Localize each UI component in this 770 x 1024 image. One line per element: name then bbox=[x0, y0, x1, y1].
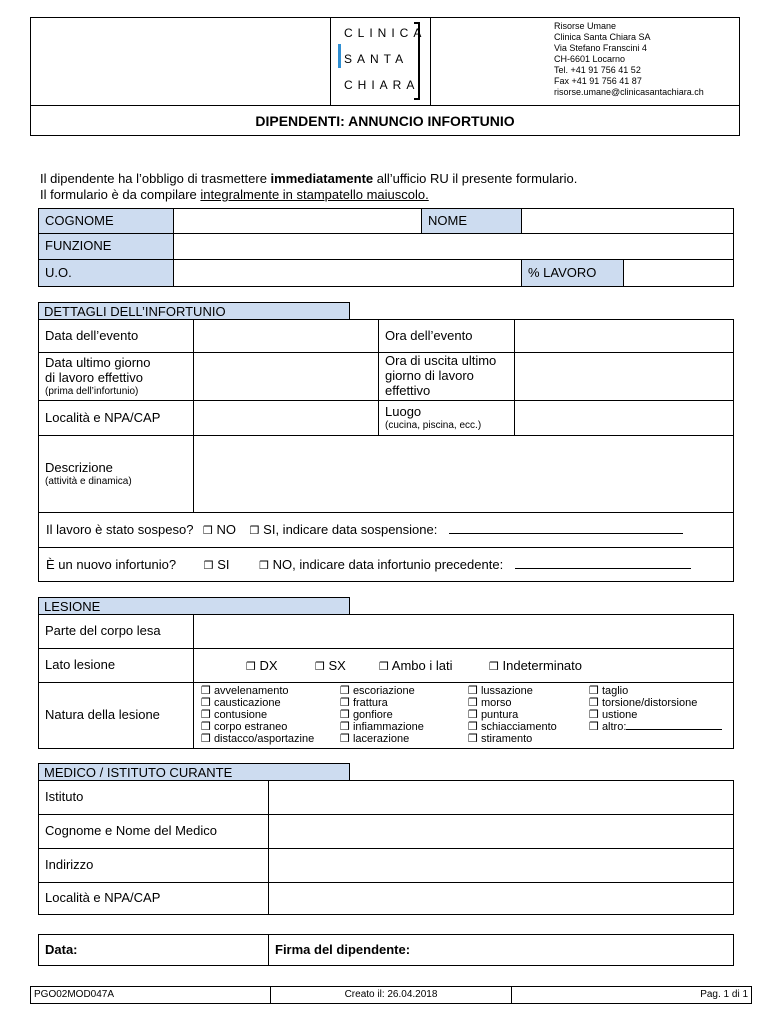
nuovo-date-line[interactable] bbox=[515, 568, 691, 569]
logo-line-2: SANTA bbox=[344, 52, 409, 66]
natura-col-3 bbox=[468, 685, 557, 745]
natura-option[interactable]: ❒ avvelenamento bbox=[201, 684, 289, 697]
address-line: Clinica Santa Chiara SA bbox=[554, 32, 651, 42]
natura-option[interactable]: ❒ morso bbox=[468, 696, 512, 709]
address-line: Risorse Umane bbox=[554, 21, 617, 31]
luogo-input[interactable] bbox=[515, 401, 733, 435]
dettagli-title: DETTAGLI DELL’INFORTUNIO bbox=[38, 302, 350, 320]
lato-dx-option[interactable]: ❒ DX bbox=[246, 658, 278, 673]
localita-label: Località e NPA/CAP bbox=[45, 409, 161, 425]
footer-code: PGO02MOD047A bbox=[34, 989, 115, 1000]
address-line: risorse.umane@clinicasantachiara.ch bbox=[554, 87, 704, 97]
natura-option[interactable]: ❒ distacco/asportazine bbox=[201, 732, 315, 745]
cognome-input[interactable] bbox=[174, 209, 421, 233]
logo-line-1: CLINICA bbox=[344, 26, 427, 40]
lato-indeterminato-option[interactable]: ❒ Indeterminato bbox=[489, 658, 582, 673]
sospeso-date-line[interactable] bbox=[449, 533, 683, 534]
lato-label: Lato lesione bbox=[45, 657, 116, 673]
medico-nome-label: Cognome e Nome del Medico bbox=[45, 823, 217, 839]
natura-option[interactable]: ❒ stiramento bbox=[468, 732, 533, 745]
sospeso-row bbox=[46, 513, 726, 547]
sospeso-no-checkbox[interactable]: ❒ bbox=[203, 524, 213, 537]
lato-options bbox=[194, 649, 733, 682]
footer-created: Creato il: 26.04.2018 bbox=[344, 989, 438, 1000]
localita-input[interactable] bbox=[194, 401, 378, 435]
clinic-address bbox=[554, 21, 704, 98]
descrizione-label: Descrizione (attività e dinamica) bbox=[45, 459, 132, 487]
clinic-logo bbox=[334, 22, 427, 102]
natura-option[interactable]: ❒ lussazione bbox=[468, 684, 533, 697]
istituto-input[interactable] bbox=[269, 781, 733, 814]
logo-line-3: CHIARA bbox=[344, 78, 420, 92]
natura-option[interactable]: ❒ torsione/distorsione bbox=[589, 696, 698, 709]
natura-options bbox=[194, 683, 733, 748]
sospeso-si-checkbox[interactable]: ❒ bbox=[249, 524, 260, 537]
lesione-title: LESIONE bbox=[38, 597, 350, 615]
descrizione-input[interactable] bbox=[194, 436, 733, 512]
ora-evento-label: Ora dell’evento bbox=[385, 327, 473, 343]
medico-nome-input[interactable] bbox=[269, 815, 733, 848]
nuovo-row bbox=[46, 548, 726, 582]
ultimo-giorno-label: Data ultimo giorno di lavoro effettivo (prima dell’infortunio) bbox=[45, 354, 151, 397]
nome-input[interactable] bbox=[522, 209, 733, 233]
date-field[interactable] bbox=[39, 935, 268, 965]
luogo-label: Luogo (cucina, piscina, ecc.) bbox=[385, 403, 482, 431]
medico-localita-label: Località e NPA/CAP bbox=[45, 890, 161, 906]
data-evento-input[interactable] bbox=[194, 320, 378, 352]
nome-label: NOME bbox=[422, 209, 521, 233]
natura-label: Natura della lesione bbox=[45, 707, 160, 723]
medico-localita-input[interactable] bbox=[269, 883, 733, 914]
address-line: Tel. +41 91 756 41 52 bbox=[554, 65, 641, 75]
parte-corpo-input[interactable] bbox=[194, 615, 733, 648]
altro-line[interactable] bbox=[626, 729, 722, 730]
natura-option[interactable]: ❒ escoriazione bbox=[340, 684, 415, 697]
lato-sx-option[interactable]: ❒ SX bbox=[315, 658, 346, 673]
sospeso-si-label: SI, indicare data sospensione: bbox=[263, 522, 438, 537]
nuovo-si-checkbox[interactable]: ❒ bbox=[203, 559, 214, 572]
natura-option[interactable]: ❒ gonfiore bbox=[340, 708, 393, 721]
uo-label: U.O. bbox=[39, 260, 173, 286]
natura-option[interactable]: ❒ schiacciamento bbox=[468, 720, 557, 733]
lato-ambo-option[interactable]: ❒ Ambo i lati bbox=[379, 658, 453, 673]
lavoro-input[interactable] bbox=[624, 260, 733, 286]
natura-option[interactable]: ❒ taglio bbox=[589, 684, 629, 697]
intro-line-1: Il dipendente ha l’obbligo di trasmettere immediatamente all’ufficio RU il presente formulario. bbox=[40, 171, 578, 186]
natura-col-1 bbox=[201, 685, 314, 745]
natura-col-4 bbox=[589, 685, 722, 733]
natura-option[interactable]: ❒ frattura bbox=[340, 696, 388, 709]
address-line: Fax +41 91 756 41 87 bbox=[554, 76, 642, 86]
ora-uscita-label: Ora di uscita ultimo giorno di lavoro effettivo bbox=[385, 353, 497, 398]
nuovo-si-label: SI bbox=[217, 557, 230, 572]
natura-option[interactable]: ❒ infiammazione bbox=[340, 720, 424, 733]
natura-option[interactable]: ❒ puntura bbox=[468, 708, 519, 721]
natura-option[interactable]: ❒ causticazione bbox=[201, 696, 281, 709]
natura-option[interactable]: ❒ contusione bbox=[201, 708, 268, 721]
signature-label: Firma del dipendente: bbox=[275, 941, 411, 957]
date-label: Data: bbox=[45, 941, 78, 957]
cognome-label: COGNOME bbox=[39, 209, 173, 233]
medico-title: MEDICO / ISTITUTO CURANTE bbox=[38, 763, 350, 781]
funzione-input[interactable] bbox=[174, 234, 733, 259]
signature-field[interactable] bbox=[269, 935, 733, 965]
uo-input[interactable] bbox=[174, 260, 521, 286]
ora-evento-input[interactable] bbox=[515, 320, 733, 352]
istituto-label: Istituto bbox=[45, 789, 84, 805]
page-title: DIPENDENTI: ANNUNCIO INFORTUNIO bbox=[255, 113, 515, 129]
address-line: Via Stefano Franscini 4 bbox=[554, 43, 647, 53]
nuovo-no-checkbox[interactable]: ❒ bbox=[259, 559, 270, 572]
ultimo-giorno-input[interactable] bbox=[194, 353, 378, 400]
nuovo-question: È un nuovo infortunio? bbox=[46, 557, 177, 572]
intro-line-2: Il formulario è da compilare integralmente in stampatello maiuscolo. bbox=[40, 187, 429, 202]
natura-option-altro[interactable]: ❒ altro: bbox=[589, 721, 722, 733]
sospeso-question: Il lavoro è stato sospeso? bbox=[46, 522, 194, 537]
footer-page: Pag. 1 di 1 bbox=[700, 989, 748, 1000]
natura-option[interactable]: ❒ ustione bbox=[589, 708, 638, 721]
ora-uscita-input[interactable] bbox=[515, 353, 733, 400]
lavoro-label: % LAVORO bbox=[522, 260, 623, 286]
address-line: CH-6601 Locarno bbox=[554, 54, 626, 64]
data-evento-label: Data dell’evento bbox=[45, 327, 139, 343]
indirizzo-input[interactable] bbox=[269, 849, 733, 882]
parte-corpo-label: Parte del corpo lesa bbox=[45, 623, 161, 639]
funzione-label: FUNZIONE bbox=[39, 234, 173, 259]
sospeso-no-label: NO bbox=[216, 522, 237, 537]
natura-option[interactable]: ❒ corpo estraneo bbox=[201, 720, 288, 733]
natura-option[interactable]: ❒ lacerazione bbox=[340, 732, 410, 745]
natura-col-2 bbox=[340, 685, 424, 745]
nuovo-no-label: NO, indicare data infortunio precedente: bbox=[272, 557, 504, 572]
indirizzo-label: Indirizzo bbox=[45, 857, 94, 873]
